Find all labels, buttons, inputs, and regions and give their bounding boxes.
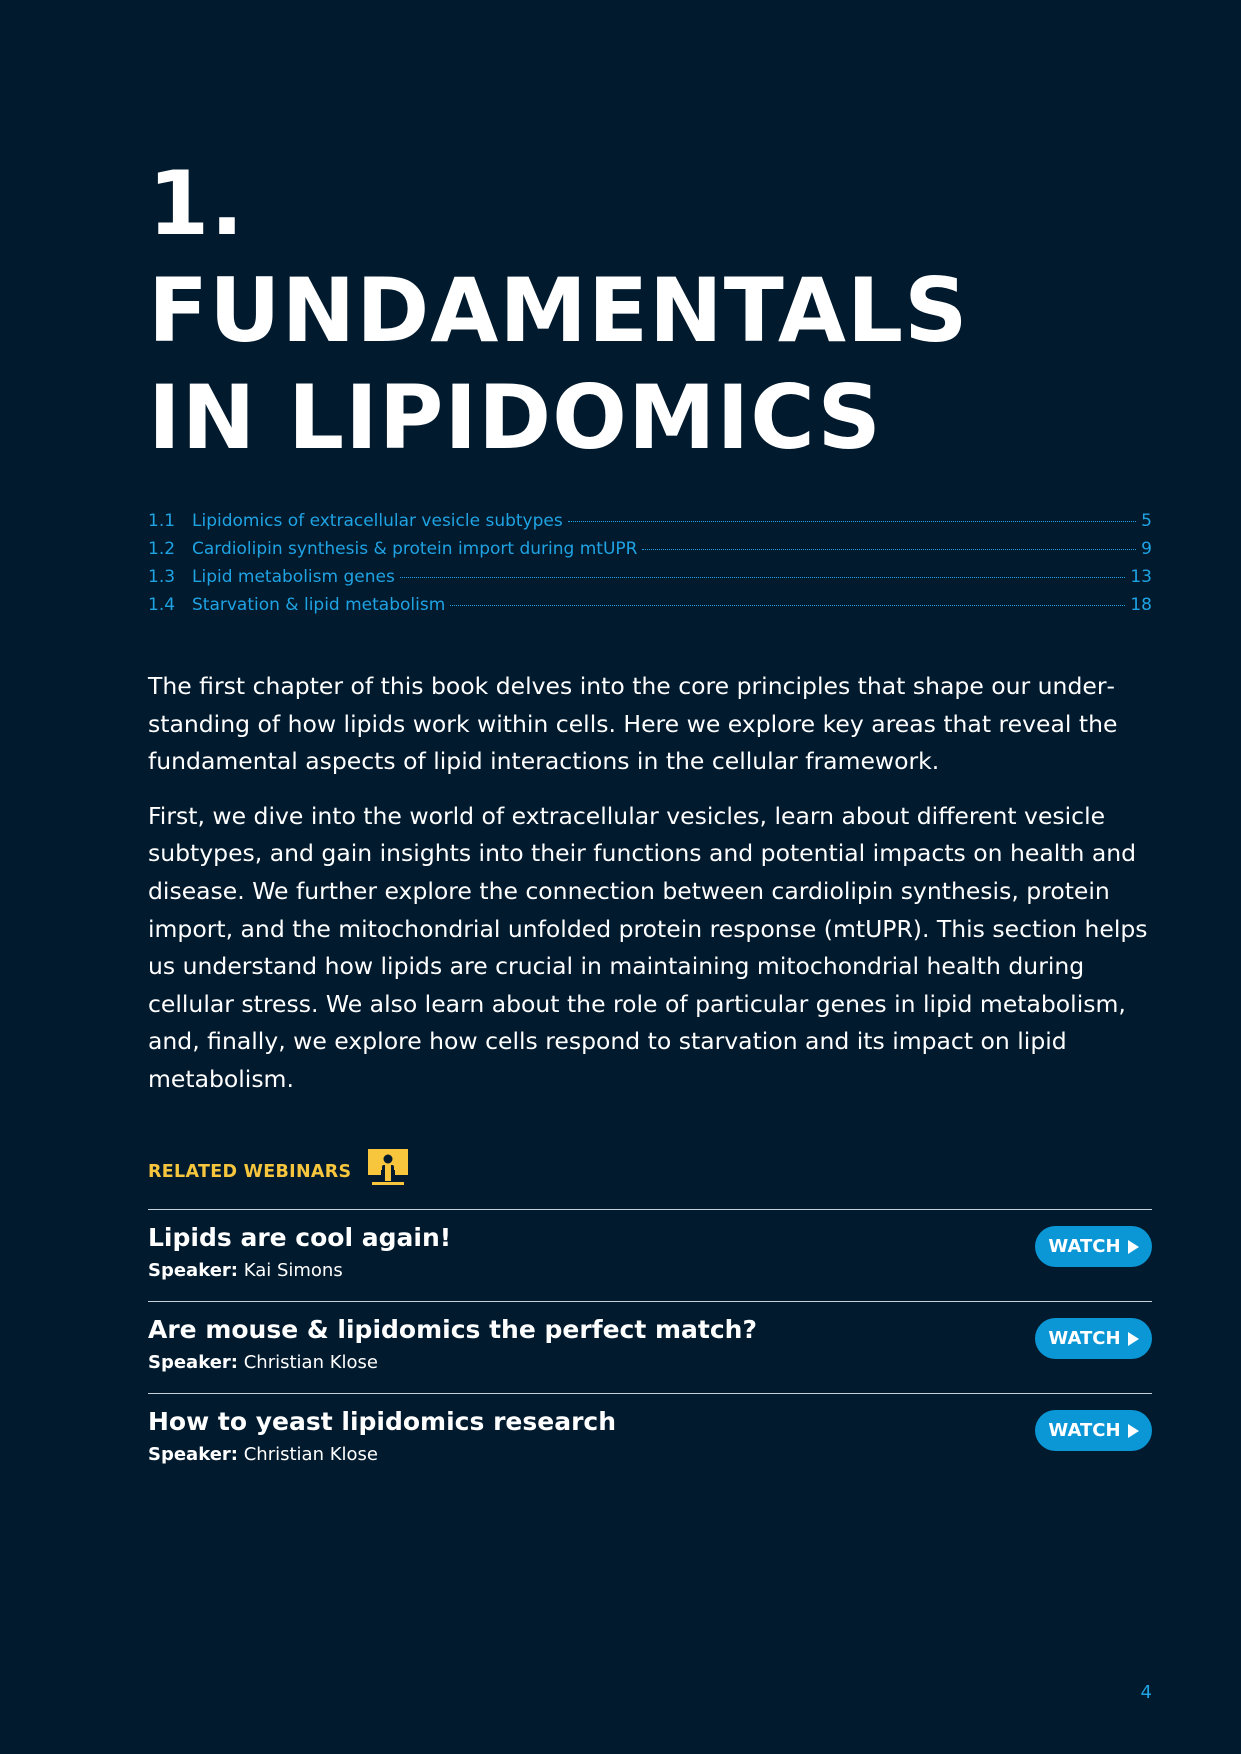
toc-item[interactable] <box>148 567 1152 595</box>
toc-item-title[interactable]: Cardiolipin synthesis & protein import during mtUPR <box>192 539 638 559</box>
play-icon <box>1128 1332 1139 1346</box>
toc-dot-leader <box>400 577 1126 578</box>
watch-button[interactable] <box>1035 1226 1152 1267</box>
speaker-name: Kai Simons <box>243 1260 343 1281</box>
toc-item-title[interactable]: Lipidomics of extracellular vesicle subtypes <box>192 511 563 531</box>
webinar-title: How to yeast lipidomics research <box>148 1407 617 1436</box>
watch-button[interactable] <box>1035 1318 1152 1359</box>
watch-button-label: WATCH <box>1048 1420 1121 1441</box>
chapter-title-line-1: FUNDAMENTALS <box>148 259 969 362</box>
page <box>148 0 1152 1754</box>
speaker-label: Speaker: <box>148 1260 238 1281</box>
toc-item-number: 1.4 <box>148 595 176 615</box>
table-of-contents <box>148 511 1152 623</box>
toc-item-number: 1.2 <box>148 539 176 559</box>
webinar-item <box>148 1209 1152 1301</box>
toc-item-page[interactable]: 18 <box>1130 595 1152 615</box>
watch-button-label: WATCH <box>1048 1236 1121 1257</box>
intro-text <box>148 668 1152 1116</box>
webinar-speaker <box>148 1352 378 1373</box>
webinar-item <box>148 1393 1152 1485</box>
watch-button[interactable] <box>1035 1410 1152 1451</box>
intro-paragraph-2: First, we dive into the world of extracellular vesicles, learn about different vesicle subtypes, and gain insights into their functions and potential impacts on health and disease. We further explore the connection between cardiolipin synthesis, protein import, and the mitochondrial unfolded protein response (mtUPR). This section helps us understand how lipids are crucial in maintaining mitochondrial health during cellular stress. We also learn about the role of particular genes in lipid metabolism, and, finally, we explore how cells respond to starvation and its impact on lipid metabolism. <box>148 801 1148 1093</box>
toc-dot-leader <box>450 605 1125 606</box>
chapter-number: 1. <box>148 152 245 255</box>
toc-item[interactable] <box>148 539 1152 567</box>
toc-dot-leader <box>642 549 1136 550</box>
play-icon <box>1128 1240 1139 1254</box>
webinar-presenter-icon <box>367 1148 411 1186</box>
toc-item-page[interactable]: 5 <box>1141 511 1152 531</box>
related-webinars-label: RELATED WEBINARS <box>148 1162 352 1182</box>
speaker-name: Christian Klose <box>243 1352 378 1373</box>
webinar-list <box>148 1209 1152 1485</box>
speaker-label: Speaker: <box>148 1444 238 1465</box>
webinar-speaker <box>148 1260 343 1281</box>
page-number: 4 <box>1140 1682 1152 1703</box>
chapter-title <box>148 150 968 471</box>
play-icon <box>1128 1424 1139 1438</box>
webinar-speaker <box>148 1444 378 1465</box>
toc-item[interactable] <box>148 595 1152 623</box>
webinar-title: Lipids are cool again! <box>148 1223 452 1252</box>
toc-item-title[interactable]: Lipid metabolism genes <box>192 567 395 587</box>
toc-dot-leader <box>568 521 1136 522</box>
webinar-title: Are mouse & lipidomics the perfect match? <box>148 1315 757 1344</box>
watch-button-label: WATCH <box>1048 1328 1121 1349</box>
speaker-name: Christian Klose <box>243 1444 378 1465</box>
toc-item-number: 1.1 <box>148 511 176 531</box>
chapter-title-line-2: IN LIPIDOMICS <box>148 366 882 469</box>
intro-paragraph-1: The first chapter of this book delves into the core principles that shape our understanding of how lipids work within cells. Here we explore key areas that reveal the fundamental aspects of lipid interactions in the cellular framework. <box>148 672 1118 776</box>
toc-item-number: 1.3 <box>148 567 176 587</box>
webinar-item <box>148 1301 1152 1393</box>
toc-item-page[interactable]: 9 <box>1141 539 1152 559</box>
related-webinars-heading <box>148 1148 411 1186</box>
speaker-label: Speaker: <box>148 1352 238 1373</box>
toc-item[interactable] <box>148 511 1152 539</box>
toc-item-page[interactable]: 13 <box>1130 567 1152 587</box>
toc-item-title[interactable]: Starvation & lipid metabolism <box>192 595 446 615</box>
